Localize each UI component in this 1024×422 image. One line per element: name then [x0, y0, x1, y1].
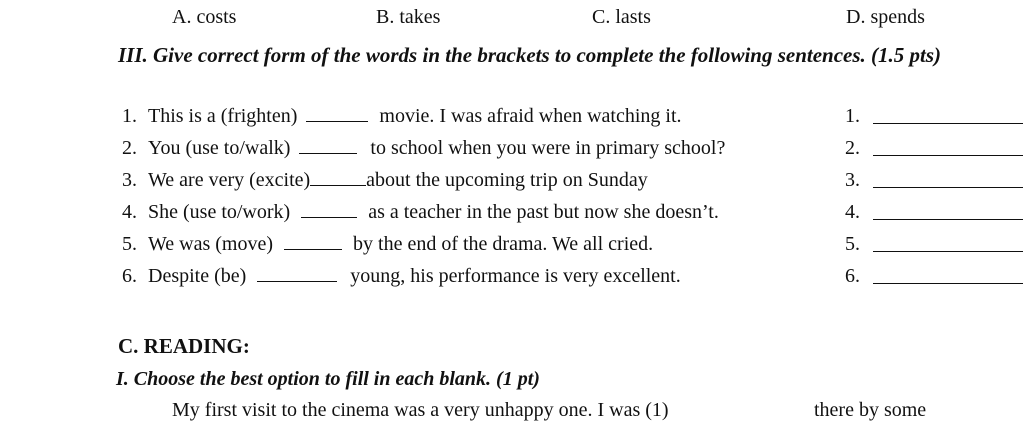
item-number: 4.: [122, 201, 137, 223]
answer-number: 2.: [845, 137, 860, 159]
item-continuation: about the upcoming trip on Sunday: [366, 169, 648, 191]
answer-line[interactable]: [873, 155, 1023, 156]
option-letter: D.: [846, 6, 866, 28]
item-continuation: young, his performance is very excellent.: [350, 265, 681, 287]
answer-number: 4.: [845, 201, 860, 223]
option-text: spends: [870, 6, 925, 28]
task-title: I. Choose the best option to fill in each blank. (1 pt): [116, 368, 540, 390]
item-prompt: You (use to/walk): [148, 137, 291, 159]
inline-blank[interactable]: [306, 104, 368, 122]
item-continuation: as a teacher in the past but now she doesn’t.: [368, 201, 719, 223]
inline-blank[interactable]: [299, 136, 357, 154]
answer-line[interactable]: [873, 187, 1023, 188]
answer-number: 1.: [845, 105, 860, 127]
item-prompt: She (use to/work): [148, 201, 291, 223]
option-c: [592, 5, 651, 29]
answer-line[interactable]: [873, 283, 1023, 284]
passage-text-continued: there by some: [814, 399, 927, 421]
inline-blank[interactable]: [284, 232, 342, 250]
option-letter: C.: [592, 6, 611, 28]
inline-blank[interactable]: [301, 200, 357, 218]
item-continuation: movie. I was afraid when watching it.: [379, 105, 682, 127]
answer-line[interactable]: [873, 251, 1023, 252]
item-number: 5.: [122, 233, 137, 255]
item-number: 3.: [122, 169, 137, 191]
passage-text: My first visit to the cinema was a very unhappy one. I was (1): [172, 399, 669, 421]
inline-blank[interactable]: [257, 264, 337, 282]
item-number: 1.: [122, 105, 137, 127]
answer-line[interactable]: [873, 219, 1023, 220]
answer-number: 3.: [845, 169, 860, 191]
reading-title: C. READING:: [118, 334, 250, 358]
item-continuation: to school when you were in primary school?: [370, 137, 726, 159]
option-letter: B.: [376, 6, 395, 28]
section-title: III. Give correct form of the words in the brackets to complete the following sentences. (1.5 pts): [118, 43, 942, 67]
exercise-item: [122, 168, 648, 192]
option-b: [376, 5, 440, 29]
exercise-item: [122, 232, 653, 256]
item-prompt: Despite (be): [148, 265, 247, 287]
answer-number: 6.: [845, 265, 860, 287]
exercise-item: [122, 136, 725, 160]
item-number: 2.: [122, 137, 137, 159]
option-text: costs: [196, 6, 237, 28]
exercise-item: [122, 104, 682, 128]
exercise-item: [122, 264, 681, 288]
exercise-item: [122, 200, 719, 224]
item-continuation: by the end of the drama. We all cried.: [353, 233, 654, 255]
option-a: [172, 5, 236, 29]
item-number: 6.: [122, 265, 137, 287]
option-d: [846, 5, 925, 29]
option-text: lasts: [615, 6, 651, 28]
option-text: takes: [399, 6, 441, 28]
answer-line[interactable]: [873, 123, 1023, 124]
option-letter: A.: [172, 6, 192, 28]
item-prompt: We was (move): [148, 233, 274, 255]
item-prompt: This is a (frighten): [148, 105, 298, 127]
inline-blank[interactable]: [310, 168, 366, 186]
item-prompt: We are very (excite): [148, 169, 311, 191]
answer-number: 5.: [845, 233, 860, 255]
